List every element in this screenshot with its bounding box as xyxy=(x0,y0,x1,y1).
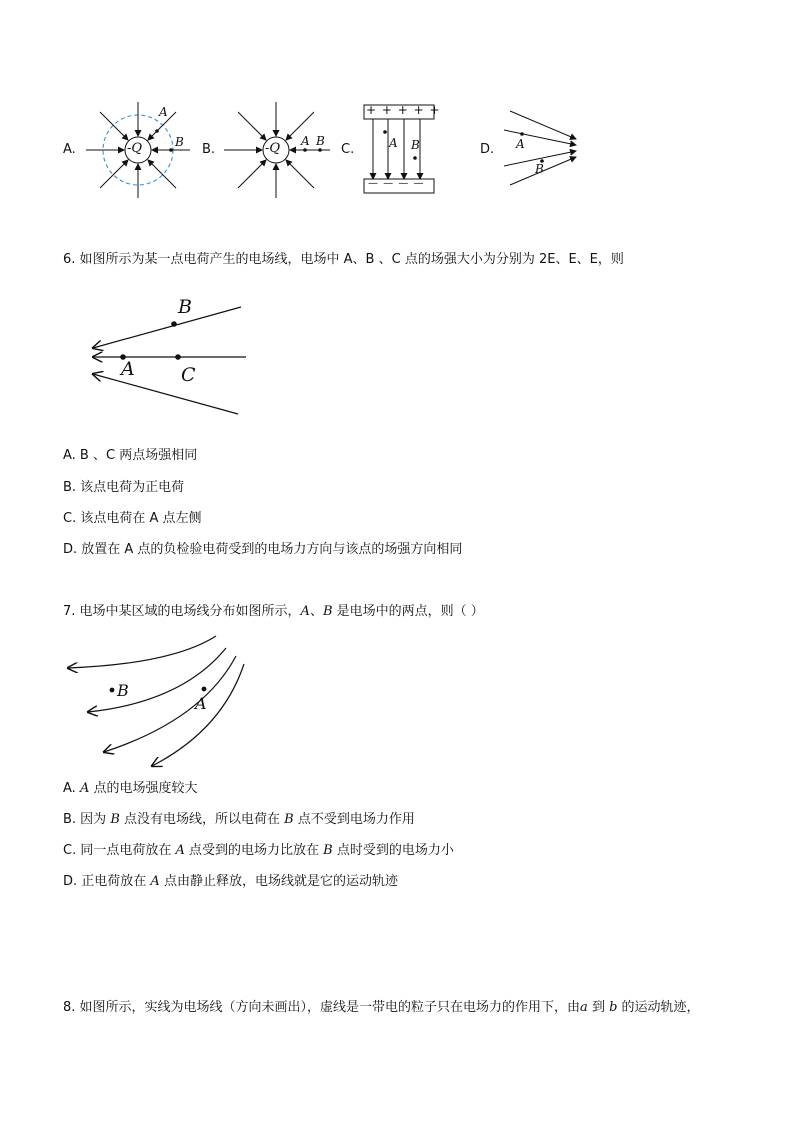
q7-stem-suffix: 是电场中的两点，则（ ） xyxy=(332,604,484,619)
q7-option-c-prefix: C. 同一点电荷放在 xyxy=(63,843,176,858)
question-8-stem xyxy=(63,999,700,1017)
q7-stem-var-a: A xyxy=(300,604,310,619)
q8-stem-var-a: a xyxy=(580,1000,588,1015)
figure-b-charge-label: -Q xyxy=(265,141,281,156)
figure-b-point-a-label: A xyxy=(301,134,310,148)
figure-d-point-b-label: B xyxy=(535,162,544,176)
figure-d-point-a-label: A xyxy=(516,137,525,151)
q7-option-d-prefix: D. 正电荷放在 xyxy=(63,874,151,889)
question-6-stem: 6. 如图所示为某一点电荷产生的电场线，电场中 A、B 、C 点的场强大小为分别为 2E、E、E，则 xyxy=(63,252,624,267)
q7-option-b-var2: B xyxy=(284,812,294,827)
q7-option-b-text: 点不受到电场力作用 xyxy=(293,812,415,827)
point-b-dot xyxy=(110,688,115,693)
q7-option-b-prefix: B. 因为 xyxy=(63,812,111,827)
figure-b-point-b-label: B xyxy=(316,134,325,148)
q7-option-a-var: A xyxy=(79,781,90,796)
point-c-dot xyxy=(175,354,181,360)
option-d-label: D. xyxy=(480,142,495,157)
q8-stem-prefix: 8. 如图所示，实线为电场线（方向未画出），虚线是一带电的粒子只在电场力的作用下，由 xyxy=(63,1000,581,1015)
q7-option-c-mid: 点受到的电场力比放在 xyxy=(184,843,324,858)
q6-figure-label-c: C xyxy=(181,364,196,386)
figure-c-bottom-plate-signs: — — — — xyxy=(368,178,425,189)
question-6-figure xyxy=(86,296,252,420)
question-7-stem xyxy=(63,603,484,621)
q7-option-b-mid: 点没有电场线，所以电荷在 xyxy=(119,812,285,827)
q6-option-c[interactable]: C. 该点电荷在 A 点左侧 xyxy=(63,511,202,526)
q7-option-a-text: 点的电场强度较大 xyxy=(89,781,198,796)
q7-option-d-var: A xyxy=(150,874,160,889)
q7-figure-label-a: A xyxy=(195,694,207,713)
q7-stem-sep: 、 xyxy=(309,604,323,619)
q7-option-d[interactable] xyxy=(63,873,398,891)
q7-option-b[interactable] xyxy=(63,811,415,829)
figure-c-point-b-label: B xyxy=(411,138,420,152)
q6-figure-label-b: B xyxy=(178,296,192,318)
q8-stem-var-b: b xyxy=(609,1000,618,1015)
option-c-label: C. xyxy=(341,142,355,157)
figure-c-top-plate-signs: + + + + + xyxy=(366,103,441,117)
figure-a-charge-label: -Q xyxy=(127,141,143,156)
q6-option-b[interactable]: B. 该点电荷为正电荷 xyxy=(63,480,185,495)
q6-figure-label-a: A xyxy=(121,358,135,380)
q6-option-a[interactable]: A. B 、C 两点场强相同 xyxy=(63,448,198,463)
q7-stem-prefix: 7. 电场中某区域的电场线分布如图所示， xyxy=(63,604,301,619)
q8-stem-mid: 到 xyxy=(587,1000,610,1015)
q7-option-a[interactable] xyxy=(63,780,197,798)
q7-figure-label-b: B xyxy=(117,681,129,700)
point-b-dot xyxy=(171,321,177,327)
option-b-label: B. xyxy=(202,142,216,157)
point-a-dot xyxy=(202,687,207,692)
q7-option-c-var2: B xyxy=(323,843,333,858)
q6-option-d[interactable]: D. 放置在 A 点的负检验电荷受到的电场力方向与该点的场强方向相同 xyxy=(63,542,463,557)
figure-a-point-b-label: B xyxy=(175,135,184,149)
q7-option-d-text: 点由静止释放，电场线就是它的运动轨迹 xyxy=(159,874,398,889)
q7-stem-var-b: B xyxy=(322,604,333,619)
q8-stem-suffix: 的运动轨迹， xyxy=(617,1000,700,1015)
figure-a-point-a-label: A xyxy=(159,105,168,119)
q7-option-c-var1: A xyxy=(175,843,185,858)
figure-d-diagram xyxy=(500,105,582,193)
question-7-figure xyxy=(62,630,252,770)
q7-option-c-text: 点时受到的电场力小 xyxy=(332,843,454,858)
q7-option-c[interactable] xyxy=(63,842,454,860)
option-a-label: A. xyxy=(63,142,76,157)
q7-option-a-prefix: A. xyxy=(63,781,80,796)
q7-option-b-var1: B xyxy=(110,812,120,827)
figure-c-point-a-label: A xyxy=(389,136,398,150)
